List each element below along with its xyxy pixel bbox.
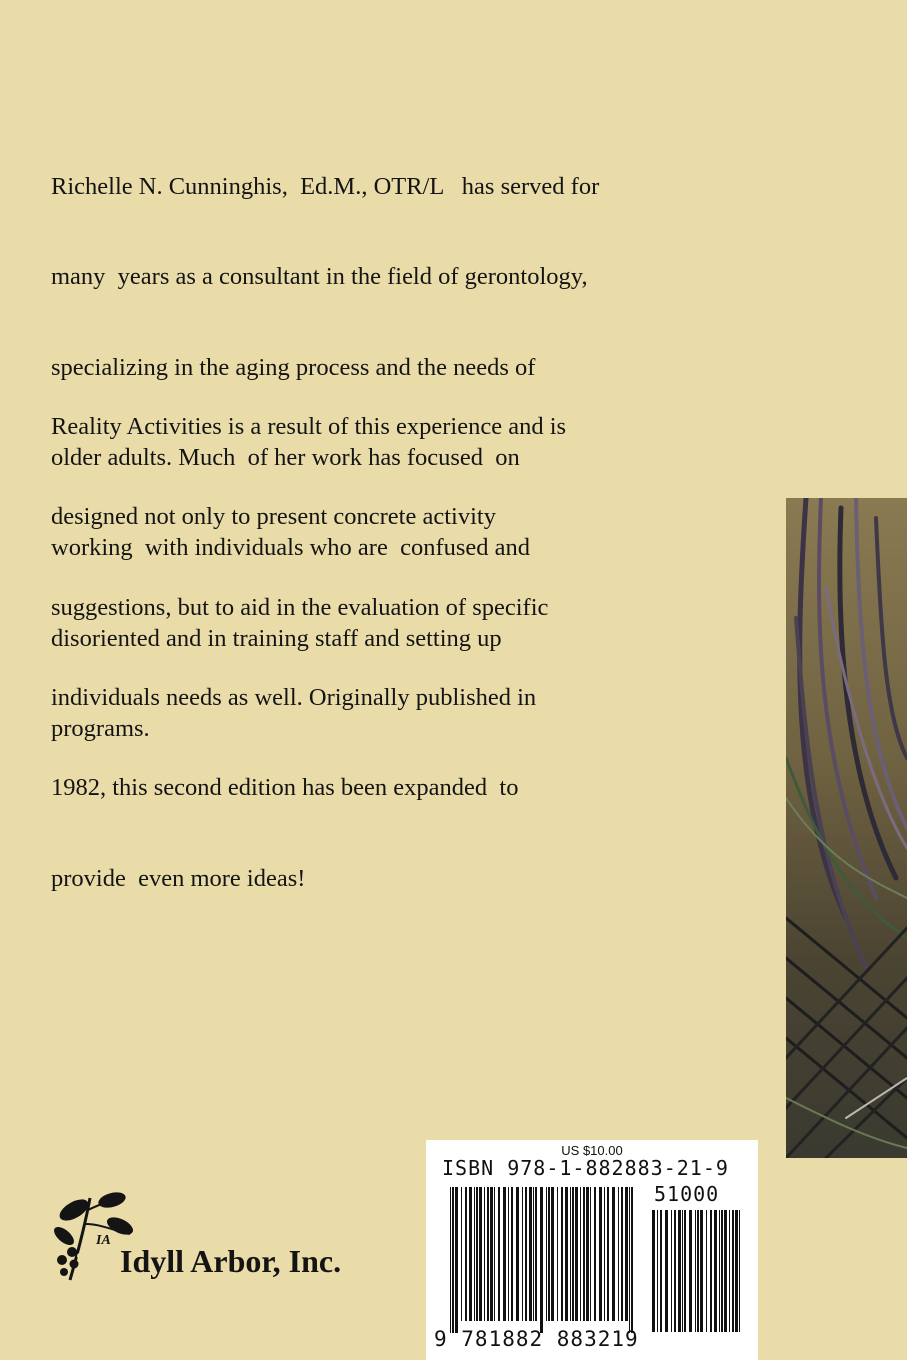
barcode-bar (621, 1187, 623, 1321)
barcode-bar (590, 1187, 591, 1321)
publisher-name: Idyll Arbor, Inc. (120, 1243, 342, 1279)
barcode-bar (665, 1210, 668, 1332)
barcode-bar (612, 1187, 615, 1321)
barcode-bar (660, 1210, 662, 1332)
barcode-bar (710, 1210, 712, 1332)
barcode-bar (706, 1210, 707, 1332)
bio-line: disoriented and in training staff and setting up (51, 624, 502, 652)
barcode-bar (535, 1187, 537, 1321)
barcode-bar (503, 1187, 506, 1321)
barcode-bar (631, 1187, 633, 1333)
barcode-bar (525, 1187, 527, 1321)
barcode-bar (684, 1210, 686, 1332)
barcode-bar (657, 1210, 658, 1332)
barcode-bar (516, 1187, 519, 1321)
barcode-bar (724, 1210, 727, 1332)
description-line: 1982, this second edition has been expanded to (51, 774, 519, 802)
bio-line: older adults. Much of her work has focused on (51, 444, 520, 472)
description-line: individuals needs as well. Originally published in (51, 684, 537, 712)
barcode-bar (729, 1210, 730, 1332)
barcode-bar (511, 1187, 513, 1321)
barcode-bar (561, 1187, 563, 1321)
barcode-bar (522, 1187, 523, 1321)
barcode-bar (450, 1187, 451, 1333)
price-label: US $10.00 (561, 1143, 623, 1158)
barcode-bar (551, 1187, 554, 1321)
bio-line: specializing in the aging process and the needs of (51, 353, 536, 381)
barcode-bar (652, 1210, 655, 1332)
barcode-bar (671, 1210, 672, 1332)
barcode-bar (625, 1187, 628, 1321)
barcode-bar (498, 1187, 500, 1321)
price-addon-digits: 51000 (654, 1182, 720, 1206)
bio-line: working with individuals who are confused and (51, 534, 531, 562)
barcode-bar (487, 1187, 489, 1321)
logo-initials: IA (96, 1233, 111, 1248)
barcode-bar (580, 1187, 581, 1321)
barcode-bar (572, 1187, 574, 1321)
barcode-bar (714, 1210, 717, 1332)
bio-line: many years as a consultant in the field of gerontology, (51, 263, 588, 291)
barcode-bar (599, 1187, 602, 1321)
barcode-bar (618, 1187, 619, 1321)
barcode-bar (452, 1187, 454, 1333)
barcode-bar (674, 1210, 676, 1332)
barcode-bar (479, 1187, 482, 1321)
description-line: provide even more ideas! (51, 864, 306, 892)
description-line: suggestions, but to aid in the evaluation of specific (51, 593, 549, 621)
barcode-bar (678, 1210, 681, 1332)
barcode-bar (533, 1187, 534, 1321)
description-line: designed not only to present concrete activity (51, 503, 496, 531)
peacock-feather-photo (786, 498, 907, 1158)
barcode-bar (508, 1187, 509, 1321)
barcode-bar (529, 1187, 532, 1321)
barcode-bar (455, 1187, 458, 1333)
barcode-bar (583, 1187, 585, 1321)
book-description-paragraph (51, 352, 651, 924)
barcode-bar (721, 1210, 723, 1332)
barcode-bar (575, 1187, 578, 1321)
ean-digits: 9 781882 883219 (434, 1327, 639, 1351)
barcode-bar (546, 1187, 547, 1321)
barcode-bar (484, 1187, 485, 1321)
barcode-bar (494, 1187, 495, 1321)
barcode-bar (548, 1187, 550, 1321)
barcode-bar (697, 1210, 699, 1332)
bio-line: Richelle N. Cunninghis, Ed.M., OTR/L has served for (51, 173, 600, 201)
barcode-bar (570, 1187, 571, 1321)
barcode-bar (565, 1187, 568, 1321)
barcode-bar (594, 1187, 596, 1321)
barcode-bar (540, 1187, 543, 1333)
barcode-bar (732, 1210, 734, 1332)
description-line: Reality Activities is a result of this experience and is (51, 413, 567, 441)
barcode-bar (719, 1210, 720, 1332)
barcode-bar (586, 1187, 589, 1321)
barcode-bar (695, 1210, 696, 1332)
barcode-bar (604, 1187, 605, 1321)
barcode-bar (689, 1210, 692, 1332)
barcode-bar (735, 1210, 738, 1332)
barcode-bar (557, 1187, 558, 1321)
barcode-bar (476, 1187, 478, 1321)
barcode-bar (629, 1187, 630, 1333)
barcode-bar (474, 1187, 475, 1321)
isbn-text: ISBN 978-1-882883-21-9 (442, 1156, 729, 1180)
barcode-bar (490, 1187, 493, 1321)
barcode-bar (682, 1210, 683, 1332)
barcode-bar (469, 1187, 472, 1321)
barcode-bar (461, 1187, 462, 1321)
barcode-bar (607, 1187, 609, 1321)
barcode-bar (700, 1210, 703, 1332)
barcode-bar (739, 1210, 740, 1332)
isbn-barcode-panel (426, 1140, 758, 1360)
bio-line: programs. (51, 714, 150, 742)
barcode-bar (465, 1187, 467, 1321)
